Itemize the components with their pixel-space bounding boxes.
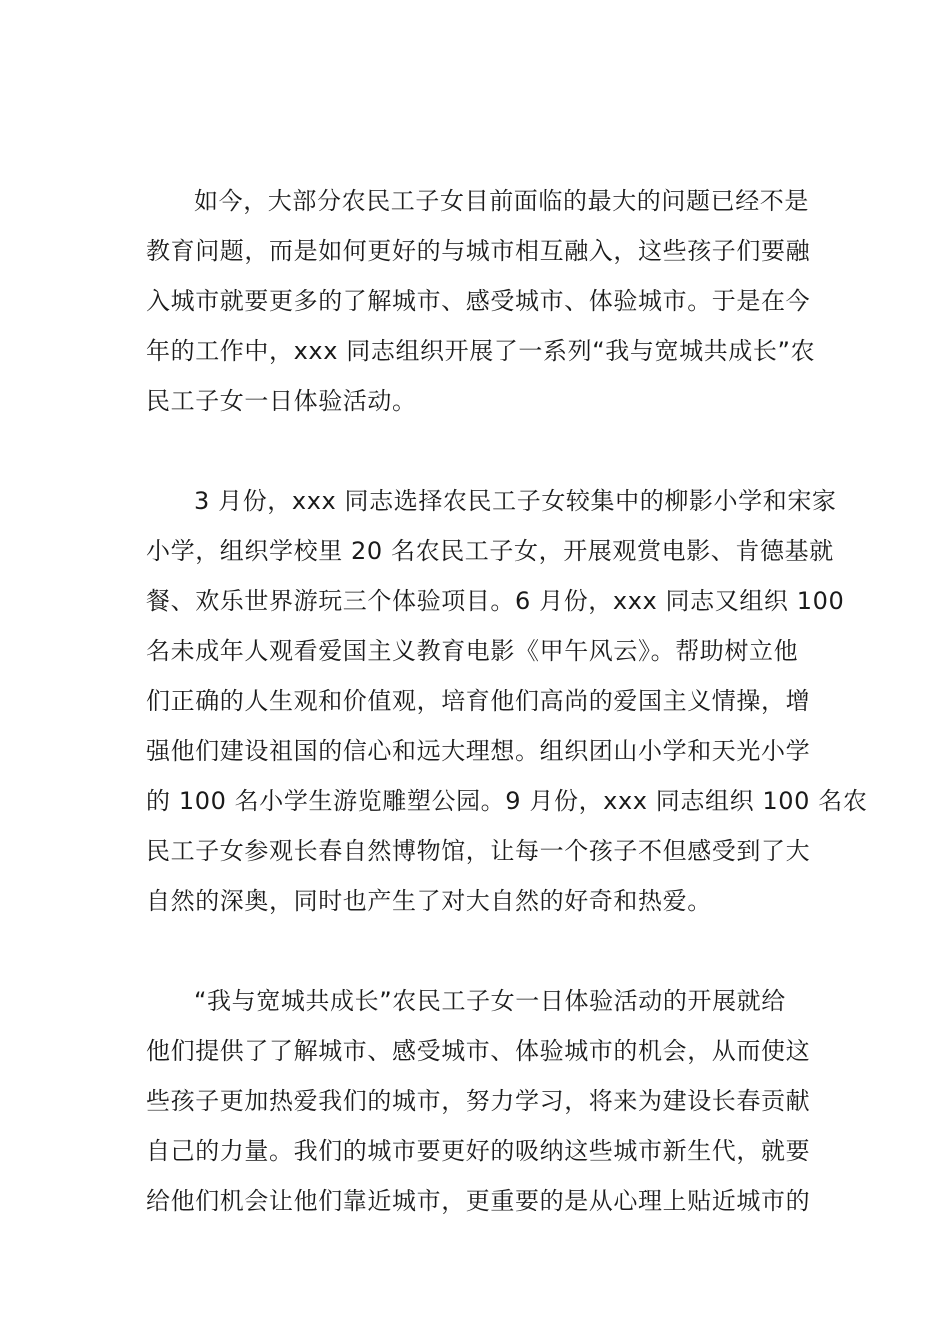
paragraph-2 [146,476,868,926]
text-line: 民工子女一日体验活动。 [146,387,417,415]
text-line: 餐、欢乐世界游玩三个体验项目。6 月份，xxx 同志又组织 100 [146,587,845,615]
text-line: 们正确的人生观和价值观，培育他们高尚的爱国主义情操，增 [146,687,811,715]
paragraph-1 [146,176,816,426]
text-line: 自己的力量。我们的城市要更好的吸纳这些城市新生代，就要 [146,1137,811,1165]
document-body [146,176,868,1276]
text-line: 如今，大部分农民工子女目前面临的最大的问题已经不是 [194,187,809,215]
text-line: 年的工作中，xxx 同志组织开展了一系列“我与宽城共成长”农 [146,337,816,365]
text-line: “我与宽城共成长”农民工子女一日体验活动的开展就给 [194,987,786,1015]
text-line: 民工子女参观长春自然博物馆，让每一个孩子不但感受到了大 [146,837,811,865]
text-line: 入城市就要更多的了解城市、感受城市、体验城市。于是在今 [146,287,811,315]
paragraph-3 [146,976,811,1226]
text-line: 些孩子更加热爱我们的城市，努力学习，将来为建设长春贡献 [146,1087,811,1115]
text-line: 他们提供了了解城市、感受城市、体验城市的机会，从而使这 [146,1037,811,1065]
text-line: 自然的深奥，同时也产生了对大自然的好奇和热爱。 [146,887,712,915]
text-line: 强他们建设祖国的信心和远大理想。组织团山小学和天光小学 [146,737,811,765]
text-line: 3 月份，xxx 同志选择农民工子女较集中的柳影小学和宋家 [194,487,837,515]
text-line: 名未成年人观看爱国主义教育电影《甲午风云》。帮助树立他 [146,637,799,665]
text-line: 教育问题，而是如何更好的与城市相互融入，这些孩子们要融 [146,237,811,265]
text-line: 给他们机会让他们靠近城市，更重要的是从心理上贴近城市的 [146,1187,811,1215]
text-line: 小学，组织学校里 20 名农民工子女，开展观赏电影、肯德基就 [146,537,834,565]
text-line: 的 100 名小学生游览雕塑公园。9 月份，xxx 同志组织 100 名农 [146,787,868,815]
